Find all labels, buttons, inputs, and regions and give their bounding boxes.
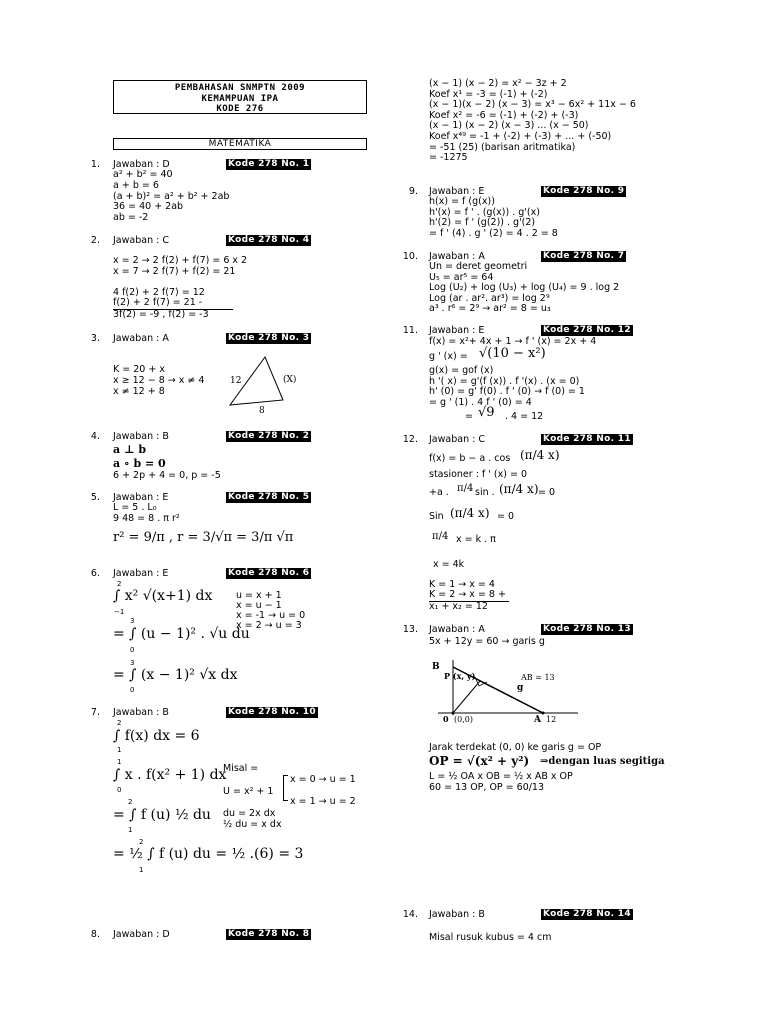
kode-badge: Kode 278 No. 14 — [543, 909, 631, 919]
continued-solution-lines — [429, 79, 636, 164]
title-line-2: KEMAMPUAN IPA — [201, 93, 279, 104]
solution-line: = — [465, 411, 473, 422]
math-expression: ⇒dengan luas segitiga — [540, 756, 665, 767]
solution-line: 6 + 2p + 4 = 0, p = -5 — [113, 470, 221, 481]
math-expression: ∫ x² √(x+1) dx — [113, 588, 213, 604]
integral-limit: −1 — [114, 608, 125, 616]
question-number: 7. — [90, 707, 100, 718]
math-expression: π/4 — [457, 483, 474, 494]
question-number: 9. — [408, 186, 418, 197]
solution-line: K = 1 → x = 4 — [429, 579, 495, 590]
answer-label: Jawaban : D — [113, 929, 170, 940]
solution-line: x = u − 1 — [236, 600, 282, 611]
solution-line: = 0 — [538, 487, 556, 498]
substitution-line: U = x² + 1 — [223, 786, 274, 797]
solution-line: Log (ar . ar². ar³) = log 2⁹ — [429, 292, 550, 304]
solution-line: sin . — [475, 487, 495, 498]
bound-line: x = 0 → u = 1 — [290, 774, 356, 785]
solution-line: = -1275 — [429, 152, 468, 164]
kode-badge: Kode 278 No. 10 — [228, 707, 316, 717]
solution-line: Sin — [429, 511, 444, 522]
integral-limit: 0 — [130, 686, 135, 694]
solution-line: a³ . r⁶ = 2⁹ → ar² = 8 = u₃ — [429, 303, 551, 315]
kode-badge: Kode 278 No. 1 — [228, 159, 310, 169]
math-expression: √(10 − x²) — [479, 346, 546, 361]
solution-line — [113, 277, 247, 288]
math-expression: = ∫ (u − 1)² . √u du — [113, 626, 250, 642]
integral-limit: 1 — [139, 866, 144, 874]
solution-lines — [113, 170, 229, 224]
math-expression: a ⊥ b — [113, 443, 147, 456]
solution-line: Jarak terdekat (0, 0) ke garis g = OP — [429, 742, 602, 753]
answer-label: Jawaban : A — [429, 624, 485, 635]
bound-line: x = 1 → u = 2 — [290, 796, 356, 807]
solution-line: ab = -2 — [113, 212, 149, 224]
math-expression: √9 — [478, 405, 495, 420]
kode-badge: Kode 278 No. 2 — [228, 431, 310, 441]
math-expression: = ∫ f (u) ½ du — [113, 807, 211, 823]
solution-line: 60 = 13 OP, OP = 60/13 — [429, 782, 545, 793]
kode-badge: Kode 278 No. 12 — [543, 325, 631, 335]
solution-line: Koef x¹ = -3 = (-1) + (-2) — [429, 88, 548, 100]
question-number: 3. — [90, 333, 100, 344]
kode-badge: Kode 278 No. 5 — [228, 492, 310, 502]
figure-label: 12 — [546, 715, 557, 724]
triangle-side-label: 8 — [259, 406, 265, 416]
solution-line: h'(x) = f ' . (g(x)) . g'(x) — [429, 206, 540, 218]
solution-line: Un = deret geometri — [429, 261, 528, 272]
solution-line: x = 2 → 2 f(2) + f(7) = 6 x 2 — [113, 255, 248, 266]
answer-label: Jawaban : E — [429, 186, 485, 197]
solution-lines — [113, 503, 180, 525]
title-line-1: PEMBAHASAN SNMPTN 2009 — [174, 83, 306, 93]
solution-line: h(x) = f (g(x)) — [429, 196, 495, 207]
solution-line: g(x) = gof (x) — [429, 365, 494, 376]
integral-limit: 1 — [117, 758, 122, 766]
solution-line: h'(2) = f ' (g(2)) . g'(2) — [429, 217, 536, 229]
figure-label: 0 — [443, 714, 449, 724]
figure-label: (0,0) — [454, 715, 473, 724]
answer-label: Jawaban : B — [429, 909, 485, 920]
solution-line: x ≥ 12 − 8 → x ≠ 4 — [113, 374, 205, 386]
solution-line: = -51 (25) (barisan aritmatika) — [429, 141, 576, 153]
solution-line: +a . — [429, 487, 449, 498]
figure-label: g — [517, 683, 524, 693]
solution-line: x = 2 → u = 3 — [236, 620, 302, 631]
solution-line: = f ' (4) . g ' (2) = 4 . 2 = 8 — [429, 227, 558, 239]
solution-lines — [429, 366, 585, 408]
solution-line: K = 20 + x — [113, 364, 165, 375]
kode-badge: Kode 278 No. 8 — [228, 929, 310, 939]
solution-line: 3f(2) = -9 , f(2) = -3 — [113, 308, 209, 320]
solution-lines — [429, 262, 619, 315]
answer-label: Jawaban : E — [429, 325, 485, 336]
solution-line: x = k . π — [456, 534, 496, 545]
solution-lines — [113, 365, 204, 397]
solution-line: x = 4k — [433, 559, 465, 570]
integral-limit: 2 — [139, 838, 144, 846]
question-number: 6. — [90, 568, 100, 579]
solution-line: L = ½ OA x OB = ½ x AB x OP — [429, 771, 573, 782]
solution-line: u = x + 1 — [236, 590, 282, 601]
integral-limit: 1 — [128, 826, 133, 834]
solution-line: 9 48 = 8 . π r² — [113, 512, 180, 524]
question-number: 11. — [402, 325, 418, 336]
solution-line: 5x + 12y = 60 → garis g — [429, 636, 545, 647]
question-number: 8. — [90, 929, 100, 940]
answer-label: Jawaban : B — [113, 707, 169, 718]
solution-line: Koef x⁴⁹ = -1 + (-2) + (-3) + ... + (-50) — [429, 130, 612, 142]
solution-line: = g ' (1) . 4 f ' (0) = 4 — [429, 396, 532, 408]
answer-label: Jawaban : E — [113, 492, 169, 503]
integral-limit: 3 — [130, 617, 135, 625]
kode-badge: Kode 278 No. 13 — [543, 624, 631, 634]
solution-line: h '( x) = g'(f (x)) . f '(x) . (x = 0) — [429, 375, 580, 387]
figure-label: P (x, y) — [444, 671, 476, 681]
section-heading: MATEMATIKA — [113, 138, 367, 150]
math-expression: (π/4 x) — [450, 506, 490, 520]
math-expression: (π/4 x) — [520, 448, 560, 462]
solution-line: (x − 1)(x − 2) (x − 3) = x³ − 6x² + 11x − 6 — [429, 99, 636, 111]
kode-badge: Kode 278 No. 4 — [228, 235, 310, 245]
solution-lines — [113, 256, 247, 320]
solution-line: x = -1 → u = 0 — [236, 610, 306, 621]
solution-line: 36 = 40 + 2ab — [113, 201, 184, 213]
answer-label: Jawaban : B — [113, 431, 169, 442]
math-expression: a ∘ b = 0 — [113, 457, 166, 470]
solution-line: x = 7 → 2 f(7) + f(2) = 21 — [113, 265, 236, 277]
math-expression: = ½ ∫ f (u) du = ½ .(6) = 3 — [113, 846, 304, 862]
math-expression: (π/4 x) — [499, 482, 539, 496]
solution-line: . 4 = 12 — [505, 411, 544, 422]
question-number: 2. — [90, 235, 100, 246]
question-number: 12. — [402, 434, 418, 445]
answer-label: Jawaban : A — [113, 333, 169, 344]
solution-line: x ≠ 12 + 8 — [113, 385, 165, 397]
triangle-figure — [225, 352, 315, 417]
figure-label: A — [534, 715, 541, 725]
solution-line: U₅ = ar⁵ = 64 — [429, 271, 494, 283]
solution-line: Koef x² = -6 = (-1) + (-2) + (-3) — [429, 109, 579, 121]
solution-line: Log (U₂) + log (U₃) + log (U₄) = 9 . log 2 — [429, 282, 620, 294]
document-title-box — [113, 80, 367, 114]
substitution-line: du = 2x dx — [223, 808, 276, 819]
solution-line: a + b = 6 — [113, 179, 159, 191]
answer-label: Jawaban : C — [429, 434, 485, 445]
integral-limit: 2 — [128, 798, 133, 806]
solution-line: (x − 1) (x − 2) (x − 3) ... (x − 50) — [429, 120, 589, 132]
line-distance-figure — [428, 655, 588, 730]
integral-limit: 2 — [117, 719, 122, 727]
question-number: 14. — [402, 909, 418, 920]
solution-line: L = 5 . L₀ — [113, 502, 157, 513]
misal-label: Misal = — [223, 763, 259, 774]
solution-line: a² + b² = 40 — [113, 169, 173, 180]
question-number: 5. — [90, 492, 100, 503]
solution-line: f(2) + 2 f(7) = 21 - — [113, 298, 233, 310]
solution-lines — [429, 580, 509, 612]
title-line-3: KODE 276 — [216, 104, 264, 114]
math-expression: r² = 9/π , r = 3/√π = 3/π √π — [113, 530, 294, 545]
triangle-side-label: 12 — [230, 376, 242, 386]
solution-line: stasioner : f ' (x) = 0 — [429, 469, 527, 480]
kode-badge: Kode 278 No. 9 — [543, 186, 625, 196]
solution-line: 4 f(2) + 2 f(7) = 12 — [113, 286, 205, 298]
answer-label: Jawaban : D — [113, 159, 170, 170]
question-number: 10. — [402, 251, 418, 262]
answer-label: Jawaban : C — [113, 235, 169, 246]
answer-label: Jawaban : A — [429, 251, 485, 262]
solution-line: f(x) = x²+ 4x + 1 → f ' (x) = 2x + 4 — [429, 336, 597, 347]
solution-line: (a + b)² = a² + b² + 2ab — [113, 190, 230, 202]
solution-line: = 0 — [497, 511, 515, 522]
solution-line: x₁ + x₂ = 12 — [429, 600, 488, 612]
solution-line: (x − 1) (x − 2) = x² − 3z + 2 — [429, 78, 567, 89]
solution-line: f(x) = b − a . cos — [429, 453, 511, 464]
question-number: 4. — [90, 431, 100, 442]
question-number: 13. — [402, 624, 418, 635]
kode-badge: Kode 278 No. 11 — [543, 434, 631, 444]
kode-badge: Kode 278 No. 6 — [228, 568, 310, 578]
integral-limit: 0 — [130, 646, 135, 654]
kode-badge: Kode 278 No. 7 — [543, 251, 625, 261]
solution-line: g ' (x) = — [429, 351, 468, 362]
bracket — [283, 775, 288, 801]
math-expression: = ∫ (x − 1)² √x dx — [113, 667, 238, 683]
solution-line: Misal rusuk kubus = 4 cm — [429, 932, 552, 943]
kode-badge: Kode 278 No. 3 — [228, 333, 310, 343]
figure-label: B — [432, 662, 440, 672]
answer-label: Jawaban : E — [113, 568, 169, 579]
math-expression: ∫ x . f(x² + 1) dx — [113, 767, 227, 783]
figure-label: AB = 13 — [521, 673, 555, 682]
substitution-lines — [236, 591, 305, 631]
math-expression: OP = √(x² + y²) — [429, 754, 530, 768]
integral-limit: 3 — [130, 659, 135, 667]
question-number: 1. — [90, 159, 100, 170]
triangle-side-label: (X) — [283, 375, 297, 385]
solution-line: K = 2 → x = 8 + — [429, 590, 509, 601]
integral-limit: 2 — [117, 580, 122, 588]
integral-limit: 1 — [117, 746, 122, 754]
math-expression: ∫ f(x) dx = 6 — [113, 728, 200, 744]
solution-lines — [429, 197, 558, 239]
solution-line: h' (0) = g' f(0) . f ' (0) → f (0) = 1 — [429, 386, 585, 398]
integral-limit: 0 — [117, 786, 122, 794]
substitution-line: ½ du = x dx — [223, 819, 282, 830]
math-expression: π/4 — [432, 531, 449, 542]
